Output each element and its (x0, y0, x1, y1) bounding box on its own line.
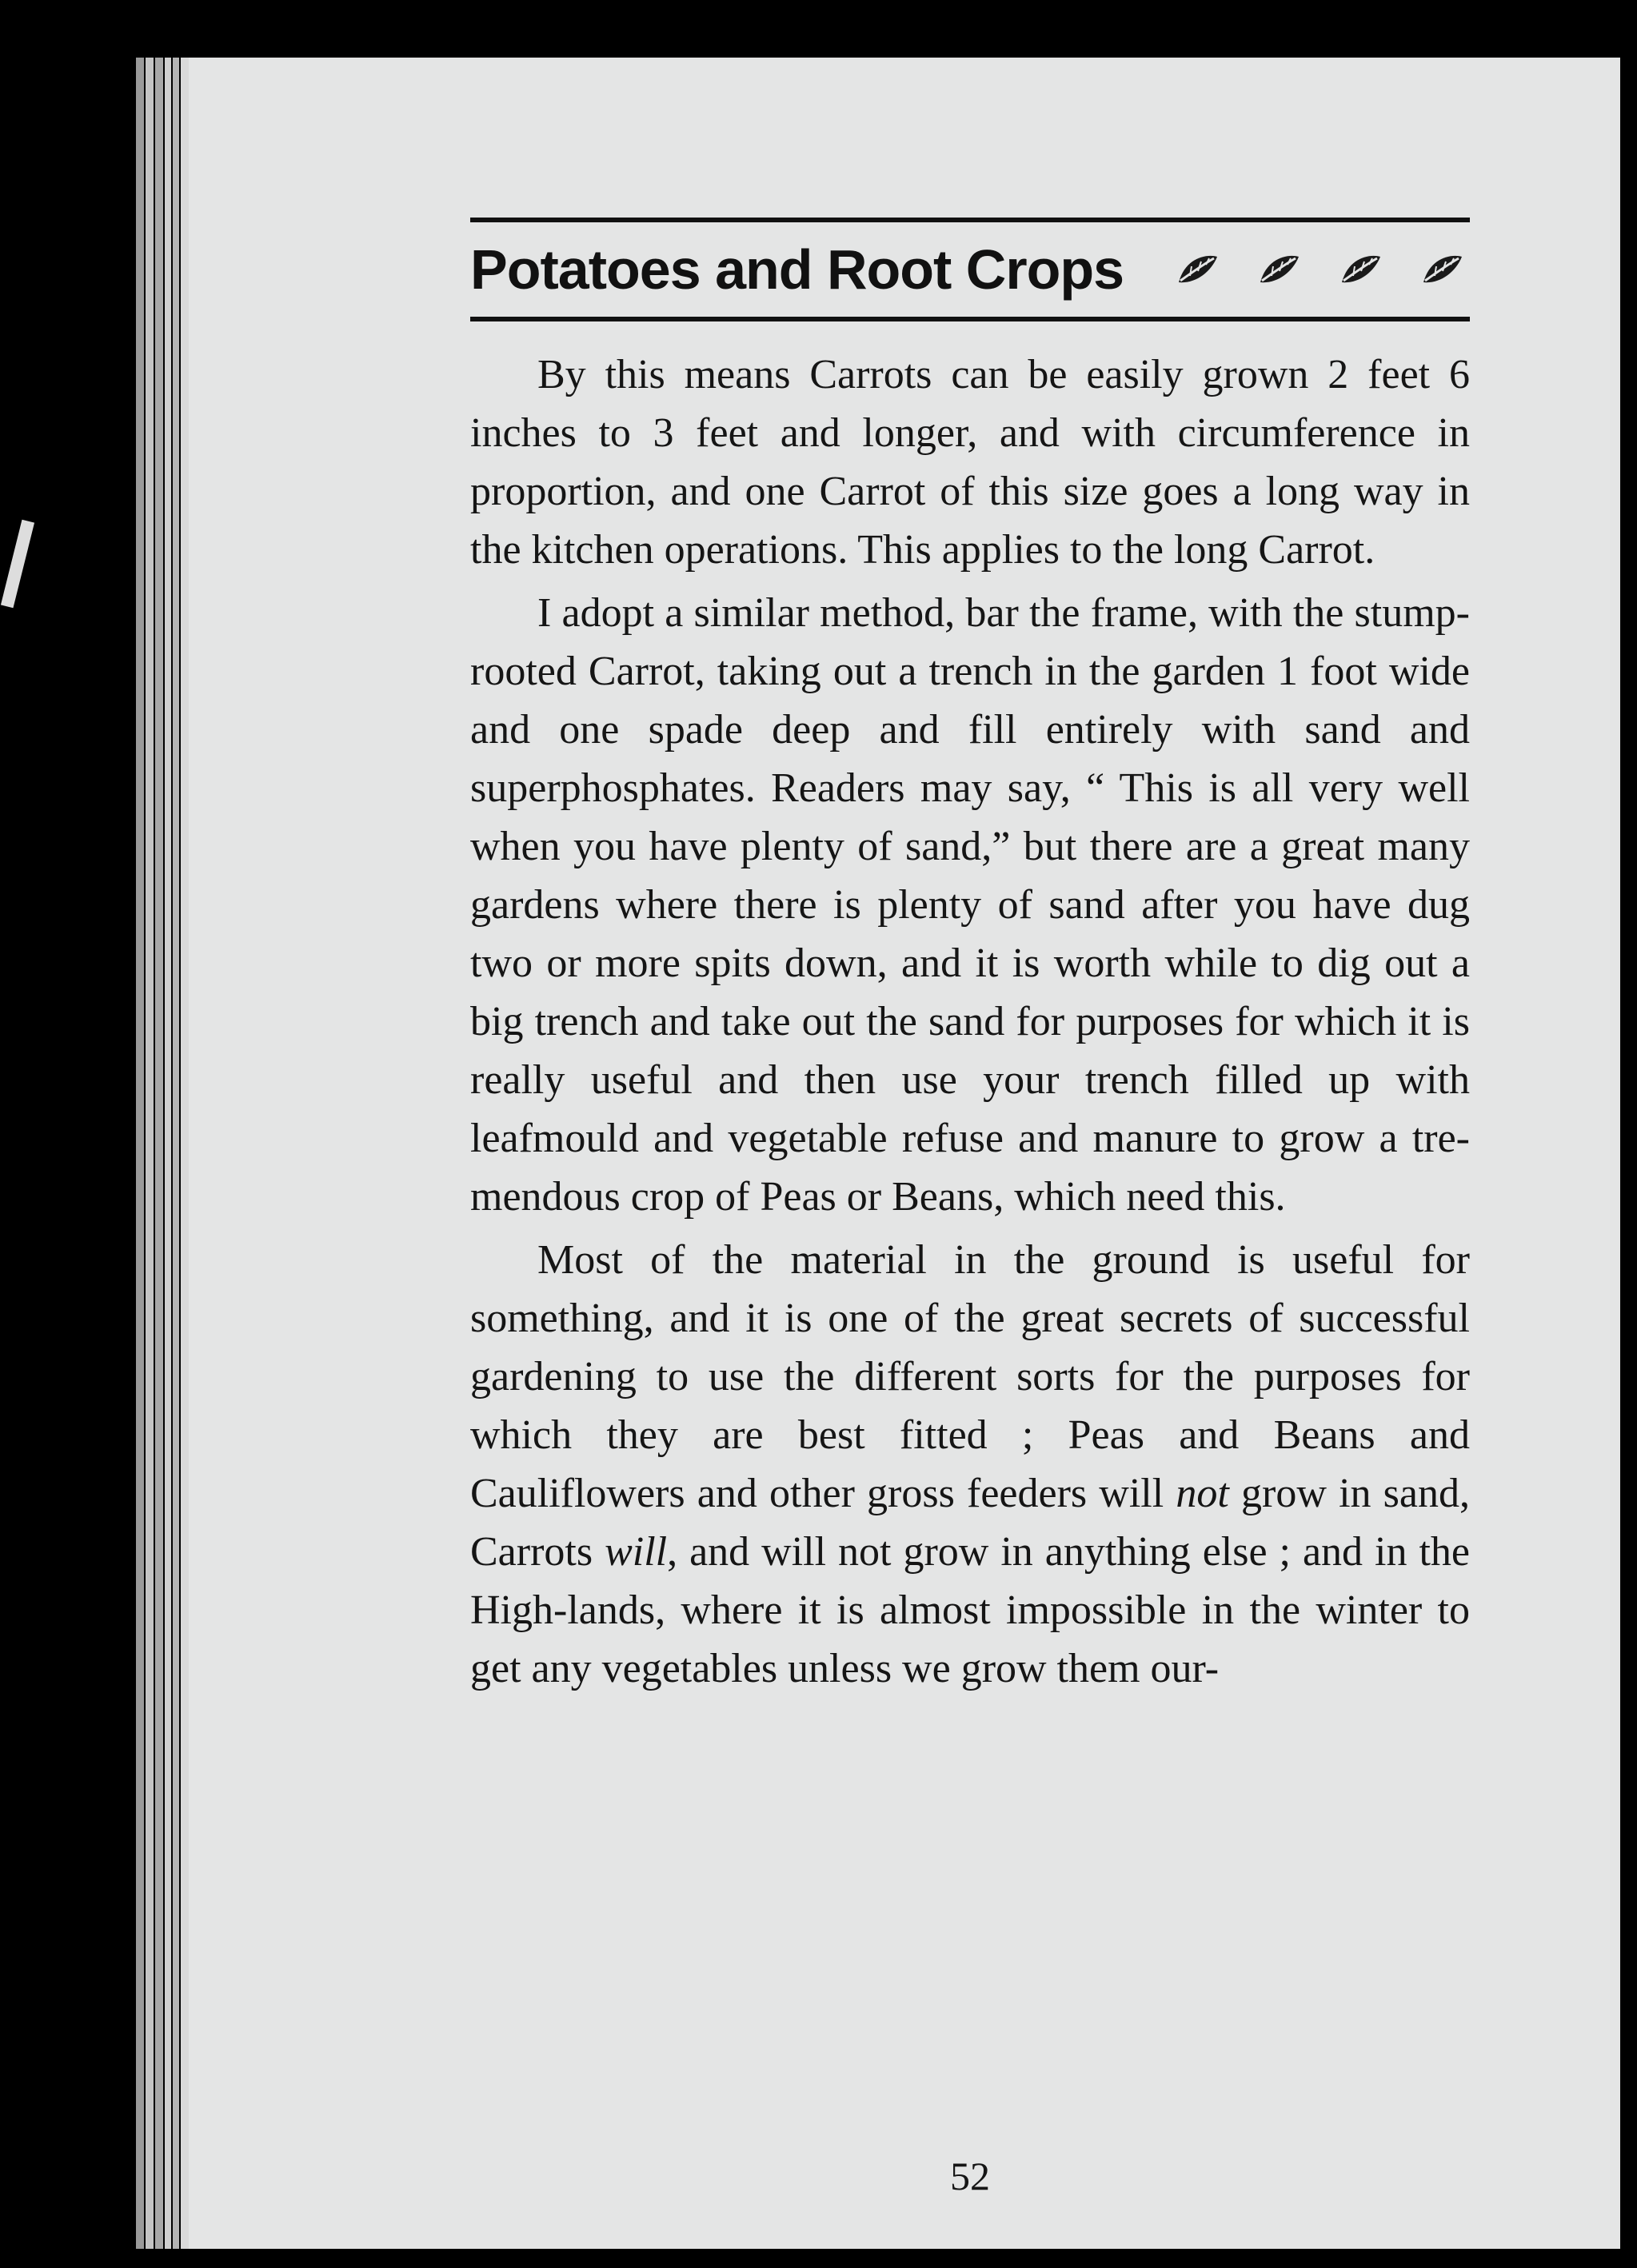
page-edge (173, 58, 179, 2249)
emphasis: will (605, 1529, 668, 1575)
leaf-ornament-icon (1256, 252, 1302, 287)
page-edge (136, 58, 144, 2249)
header-rule-bottom (470, 317, 1470, 321)
running-title: Potatoes and Root Crops (470, 238, 1124, 301)
paragraph: By this means Carrots can be easily grown 2 feet 6 inches to 3 feet and longer, and with circumference in proportion, and one Carrot of this size goes a long way in the kitchen operations. This applies to the long Carrot. (470, 352, 1470, 573)
page-number: 52 (950, 2154, 990, 2198)
leaf-ornament-icon (1337, 252, 1383, 287)
emphasis: not (1176, 1471, 1229, 1516)
running-header (470, 222, 1470, 317)
leaf-ornament-icon (1174, 252, 1220, 287)
body-text (470, 345, 1470, 1698)
leaf-ornament-icon (1419, 252, 1465, 287)
page-edge (165, 58, 171, 2249)
page-content (470, 218, 1471, 2198)
page-edge (146, 58, 154, 2249)
page-edge (181, 58, 189, 2249)
page (189, 58, 1620, 2249)
paragraph: Most of the material in the ground is useful for something, and it is one of the great secrets of successful gardening to use the different sorts for the purposes for which they are best fitted ; Peas and Beans and Cauliflowers and other gross feeders will not grow in sand, Carrots will, and will not grow in anything else ; and in the High-lands, where it is almost impossible in the winter to get any vegetables unless we grow them our- (470, 1237, 1471, 1691)
scan-speck (1, 520, 34, 609)
page-edge (155, 58, 163, 2249)
paragraph: I adopt a similar method, bar the frame, with the stump-rooted Carrot, taking out a trench in the garden 1 foot wide and one spade deep and fill entirely with sand and superphosphates. Readers may say, “ This is all very well when you have plenty of sand,” but there are a great many gardens where there is plenty of sand after you have dug two or more spits down, and it is worth while to dig out a big trench and take out the sand for purposes for which it is really useful and then use your trench filled up with leafmould and vegetable refuse and manure to grow a tre-mendous crop of Peas or Beans, which need this. (470, 590, 1470, 1220)
ornament-row (1174, 252, 1465, 287)
